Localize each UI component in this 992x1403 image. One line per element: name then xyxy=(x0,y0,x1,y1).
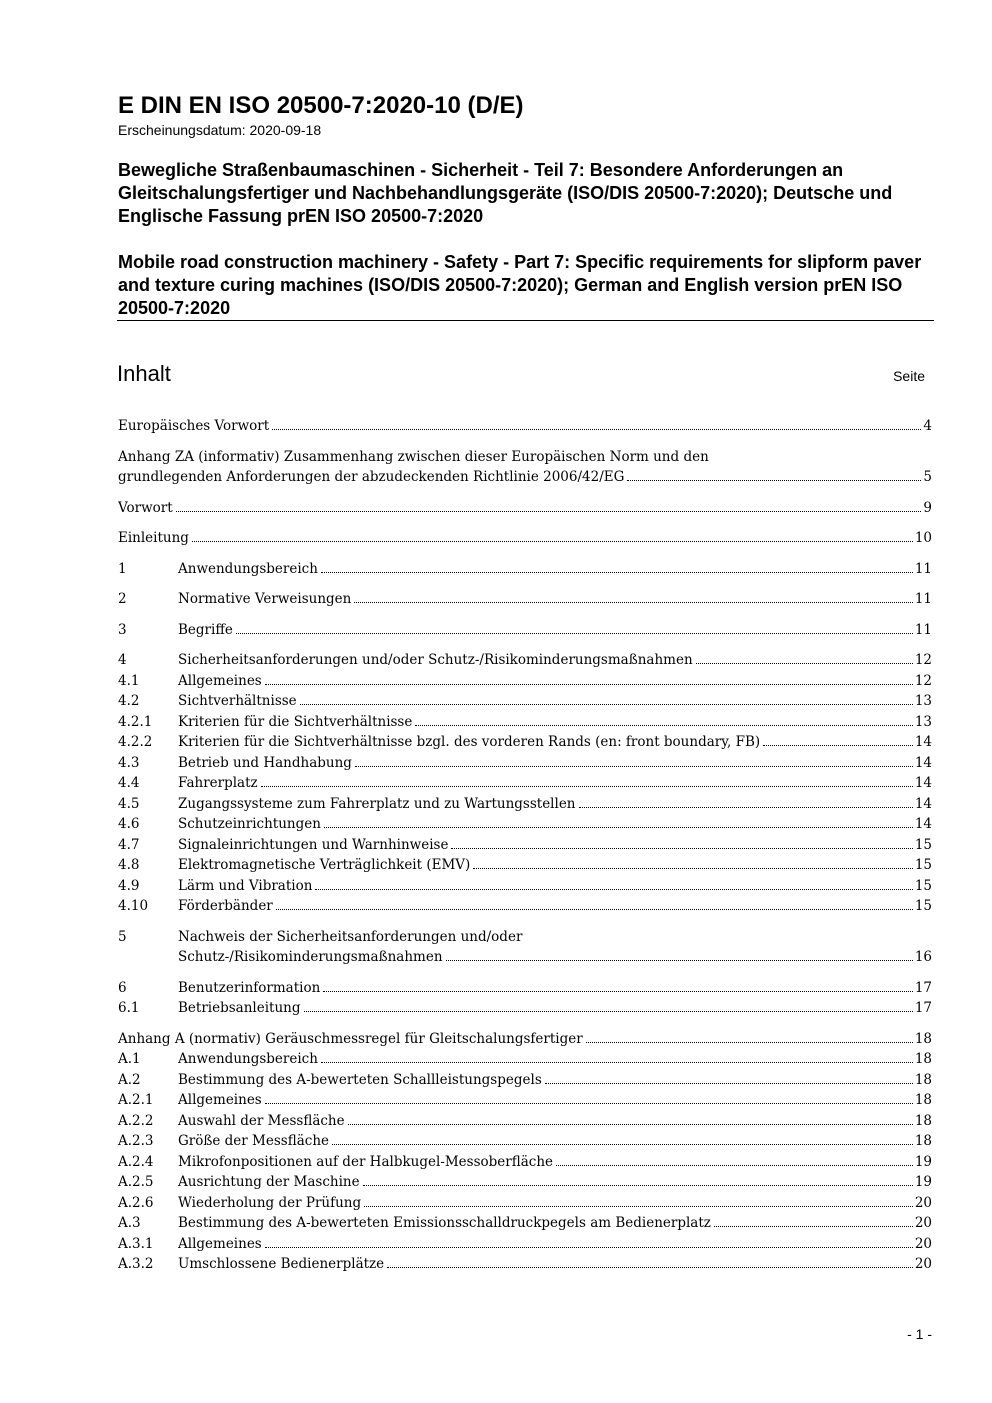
toc-entry-number: 4.3 xyxy=(118,754,140,771)
toc-entry-number: 4.9 xyxy=(118,877,140,894)
toc-entry[interactable] xyxy=(118,927,932,968)
toc-dot-leader xyxy=(451,848,912,849)
toc-entry-page: 18 xyxy=(914,1071,932,1088)
toc-dot-leader xyxy=(265,684,913,685)
toc-entry-line xyxy=(178,1213,932,1234)
toc-dot-leader xyxy=(473,868,913,869)
toc-entry-page: 14 xyxy=(914,816,932,832)
toc-entry-number: A.3 xyxy=(118,1215,141,1231)
toc-entry-page: 14 xyxy=(914,754,932,771)
toc-entry-title: Sicherheitsanforderungen und/oder Schutz-/Risikominderungsmaßnahmen xyxy=(178,652,693,668)
toc-entry-number: 4.8 xyxy=(118,857,140,873)
toc-entry[interactable] xyxy=(118,559,932,580)
toc-entry-page: 14 xyxy=(914,795,932,812)
toc-entry-number: A.2.1 xyxy=(118,1092,154,1108)
toc-dot-leader xyxy=(300,704,913,705)
toc-entry-number: 4.2.1 xyxy=(118,713,153,730)
toc-entry-page: 18 xyxy=(914,1030,932,1047)
toc-dot-leader xyxy=(265,1103,913,1104)
toc-entry-title: Anwendungsbereich xyxy=(178,1051,318,1067)
toc-dot-leader xyxy=(354,602,912,603)
toc-entry[interactable] xyxy=(118,998,932,1019)
toc-entry-line xyxy=(178,855,932,876)
toc-entry-title: Ausrichtung der Maschine xyxy=(178,1174,360,1190)
toc-entry-title: Schutzeinrichtungen xyxy=(178,816,321,832)
toc-entry-title: Signaleinrichtungen und Warnhinweise xyxy=(178,836,449,853)
toc-entry-number: 4.7 xyxy=(118,836,140,853)
toc-entry-number: A.1 xyxy=(118,1051,141,1067)
toc-entry-line xyxy=(118,416,932,437)
toc-dot-leader xyxy=(627,480,921,481)
toc-entry[interactable] xyxy=(118,773,932,794)
toc-entry-number: A.2.5 xyxy=(118,1174,154,1190)
toc-entry-line xyxy=(178,559,932,580)
toc-entry-line xyxy=(178,1111,932,1132)
toc-entry-page: 9 xyxy=(923,499,932,516)
toc-entry-line xyxy=(178,1131,932,1152)
toc-entry-title: Bestimmung des A-bewerteten Schallleistungspegels xyxy=(178,1071,542,1088)
toc-dot-leader xyxy=(579,807,913,808)
toc-entry-title: Größe der Messfläche xyxy=(178,1133,330,1149)
toc-entry[interactable] xyxy=(118,671,932,692)
toc-entry-title: Kriterien für die Sichtverhältnisse xyxy=(178,713,413,730)
toc-entry[interactable] xyxy=(118,1029,932,1050)
toc-entry-number: 4.2.2 xyxy=(118,734,153,750)
toc-entry-page: 20 xyxy=(914,1194,932,1211)
toc-entry[interactable] xyxy=(118,528,932,549)
toc-entry-line xyxy=(178,947,932,968)
table-of-contents xyxy=(118,416,932,1275)
toc-entry[interactable] xyxy=(118,1234,932,1255)
toc-entry-number: A.2.3 xyxy=(118,1133,154,1149)
toc-entry[interactable] xyxy=(118,876,932,897)
toc-dot-leader xyxy=(763,745,913,746)
toc-entry-page: 15 xyxy=(914,836,932,853)
toc-entry-line xyxy=(178,1234,932,1255)
toc-entry-number: 2 xyxy=(118,591,127,607)
toc-entry[interactable] xyxy=(118,814,932,835)
toc-dot-leader xyxy=(315,889,912,890)
toc-entry[interactable] xyxy=(118,1152,932,1173)
toc-dot-leader xyxy=(556,1165,913,1166)
toc-entry[interactable] xyxy=(118,1193,932,1214)
toc-entry-number: A.3.2 xyxy=(118,1256,154,1272)
toc-entry-number: A.2.6 xyxy=(118,1194,154,1211)
toc-entry-page: 13 xyxy=(914,713,932,730)
toc-entry-title: Allgemeines xyxy=(178,1092,262,1108)
toc-entry-line xyxy=(178,998,932,1019)
toc-entry-title: Bestimmung des A-bewerteten Emissionsschalldruckpegels am Bedienerplatz xyxy=(178,1215,711,1231)
toc-entry-page: 5 xyxy=(923,469,932,485)
toc-entry-line xyxy=(178,650,932,671)
toc-entry-title: Elektromagnetische Verträglichkeit (EMV) xyxy=(178,857,471,873)
toc-entry-title: Normative Verweisungen xyxy=(178,591,352,607)
toc-entry-page: 12 xyxy=(914,672,932,689)
toc-entry-line xyxy=(178,691,932,712)
toc-dot-leader xyxy=(415,725,912,726)
toc-entry-number: 4.6 xyxy=(118,816,140,832)
toc-entry[interactable] xyxy=(118,753,932,774)
toc-entry[interactable] xyxy=(118,712,932,733)
toc-entry-line xyxy=(178,1049,932,1070)
toc-entry-page: 15 xyxy=(914,857,932,873)
toc-entry[interactable] xyxy=(118,1213,932,1234)
toc-entry[interactable] xyxy=(118,1254,932,1275)
toc-dot-leader xyxy=(236,633,913,634)
toc-entry-number: 4.5 xyxy=(118,795,140,812)
toc-entry-page: 15 xyxy=(914,877,932,894)
toc-entry-page: 16 xyxy=(914,949,932,965)
toc-entry[interactable] xyxy=(118,650,932,671)
toc-entry-number: 6 xyxy=(118,979,127,996)
publication-date: Erscheinungsdatum: 2020-09-18 xyxy=(118,122,322,138)
toc-entry[interactable] xyxy=(118,620,932,641)
toc-entry-page: 11 xyxy=(914,591,932,607)
toc-entry-line xyxy=(178,1070,932,1091)
toc-entry-page: 18 xyxy=(914,1112,932,1129)
toc-entry-first-line: Anhang ZA (informativ) Zusammenhang zwischen dieser Europäischen Norm und den xyxy=(118,448,709,465)
toc-entry-line xyxy=(178,794,932,815)
toc-entry-number: 6.1 xyxy=(118,1000,140,1016)
toc-entry-title: Zugangssysteme zum Fahrerplatz und zu Wartungsstellen xyxy=(178,795,576,812)
toc-entry-title: Benutzerinformation xyxy=(178,979,321,996)
toc-entry[interactable] xyxy=(118,835,932,856)
toc-entry-line xyxy=(178,671,932,692)
toc-entry-title: Schutz-/Risikominderungsmaßnahmen xyxy=(178,949,443,965)
toc-entry-number: 3 xyxy=(118,621,127,638)
toc-entry-title: Fahrerplatz xyxy=(178,775,258,791)
toc-dot-leader xyxy=(176,511,922,512)
toc-entry[interactable] xyxy=(118,855,932,876)
english-title: Mobile road construction machinery - Safety - Part 7: Specific requirements for slipform paver and texture curing machines (ISO/DIS 20500-7:2020); German and English version prEN ISO 20500-7:2020 xyxy=(118,252,922,318)
toc-entry-line xyxy=(178,1090,932,1111)
toc-entry-page: 18 xyxy=(914,1092,932,1108)
toc-entry-page: 20 xyxy=(914,1215,932,1231)
toc-dot-leader xyxy=(586,1042,913,1043)
toc-entry-title: Auswahl der Messfläche xyxy=(178,1112,345,1129)
toc-dot-leader xyxy=(321,572,913,573)
toc-entry-line xyxy=(178,835,932,856)
toc-entry-page: 13 xyxy=(914,693,932,709)
toc-entry-page: 11 xyxy=(914,621,932,638)
document-designation: E DIN EN ISO 20500-7:2020-10 (D/E) xyxy=(118,92,524,119)
german-title: Bewegliche Straßenbaumaschinen - Sicherheit - Teil 7: Besondere Anforderungen an Gleitschalungsfertiger und Nachbehandlungsgeräte (ISO/DIS 20500-7:2020); Deutsche und Englische Fassung prEN ISO 20500-7:2020 xyxy=(118,160,893,226)
toc-entry[interactable] xyxy=(118,498,932,519)
toc-entry-line xyxy=(118,467,932,488)
toc-entry[interactable] xyxy=(118,1070,932,1091)
toc-dot-leader xyxy=(324,827,913,828)
toc-entry[interactable] xyxy=(118,896,932,917)
toc-entry-title: Allgemeines xyxy=(178,672,262,689)
toc-entry-title: Umschlossene Bedienerplätze xyxy=(178,1256,385,1272)
toc-entry[interactable] xyxy=(118,1172,932,1193)
toc-dot-leader xyxy=(192,541,913,542)
toc-entry-number: 4 xyxy=(118,652,127,668)
toc-entry-number: 4.1 xyxy=(118,672,140,689)
toc-dot-leader xyxy=(387,1267,913,1268)
toc-entry-page: 14 xyxy=(914,734,932,750)
toc-entry[interactable] xyxy=(118,1049,932,1070)
toc-entry[interactable] xyxy=(118,1131,932,1152)
toc-entry-number: 4.10 xyxy=(118,898,149,914)
toc-entry-title: Allgemeines xyxy=(178,1235,262,1252)
toc-dot-leader xyxy=(276,909,913,910)
toc-dot-leader xyxy=(261,786,913,787)
toc-dot-leader xyxy=(332,1144,913,1145)
toc-entry[interactable] xyxy=(118,794,932,815)
toc-dot-leader xyxy=(363,1185,913,1186)
toc-entry-line xyxy=(178,1152,932,1173)
toc-entry[interactable] xyxy=(118,691,932,712)
toc-entry-page: 14 xyxy=(914,775,932,791)
toc-dot-leader xyxy=(323,991,913,992)
toc-entry-number: A.2.4 xyxy=(118,1153,154,1170)
toc-entry-line xyxy=(178,712,932,733)
toc-entry-page: 17 xyxy=(914,979,932,996)
toc-dot-leader xyxy=(355,766,913,767)
toc-dot-leader xyxy=(364,1206,913,1207)
toc-entry-title: Sichtverhältnisse xyxy=(178,693,297,709)
toc-entry-line xyxy=(178,732,932,753)
toc-entry-page: 19 xyxy=(914,1153,932,1170)
toc-entry-page: 15 xyxy=(914,898,932,914)
toc-entry-line xyxy=(178,589,932,610)
toc-page-column-label: Seite xyxy=(893,368,925,384)
toc-entry-first-line: Nachweis der Sicherheitsanforderungen und/oder xyxy=(178,928,523,945)
toc-entry-line xyxy=(178,620,932,641)
toc-entry-page: 20 xyxy=(914,1235,932,1252)
toc-entry-number: 5 xyxy=(118,928,127,945)
toc-entry-line xyxy=(178,773,932,794)
toc-entry-page: 19 xyxy=(914,1174,932,1190)
toc-entry-title: Kriterien für die Sichtverhältnisse bzgl. des vorderen Rands (en: front boundary, FB) xyxy=(178,734,761,750)
toc-entry[interactable] xyxy=(118,447,932,488)
toc-entry-page: 18 xyxy=(914,1133,932,1149)
title-divider xyxy=(117,320,934,321)
toc-dot-leader xyxy=(714,1226,913,1227)
toc-entry-title: Mikrofonpositionen auf der Halbkugel-Messoberfläche xyxy=(178,1153,554,1170)
toc-entry-number: A.2 xyxy=(118,1071,141,1088)
toc-entry-title: Lärm und Vibration xyxy=(178,877,313,894)
toc-entry-title: Europäisches Vorwort xyxy=(118,418,270,434)
toc-entry-page: 18 xyxy=(914,1051,932,1067)
toc-entry-title: grundlegenden Anforderungen der abzudeckenden Richtlinie 2006/42/EG xyxy=(118,469,625,485)
toc-entry-page: 17 xyxy=(914,1000,932,1016)
toc-entry-number: 1 xyxy=(118,560,127,577)
toc-entry-title: Einleitung xyxy=(118,530,189,546)
toc-dot-leader xyxy=(348,1124,913,1125)
toc-heading: Inhalt xyxy=(117,361,171,386)
toc-entry-line xyxy=(178,1193,932,1214)
toc-entry[interactable] xyxy=(118,978,932,999)
toc-dot-leader xyxy=(304,1011,913,1012)
toc-entry-number: A.2.2 xyxy=(118,1112,154,1129)
toc-entry-title: Vorwort xyxy=(118,499,173,516)
toc-entry-line xyxy=(178,814,932,835)
toc-entry-line xyxy=(118,498,932,519)
toc-entry-line xyxy=(178,1254,932,1275)
toc-entry-line xyxy=(118,528,932,549)
toc-dot-leader xyxy=(446,960,913,961)
toc-entry-title: Förderbänder xyxy=(178,898,273,914)
toc-entry-page: 20 xyxy=(914,1256,932,1272)
toc-entry[interactable] xyxy=(118,1090,932,1111)
toc-entry-line xyxy=(178,753,932,774)
toc-entry[interactable] xyxy=(118,416,932,437)
toc-entry-page: 12 xyxy=(914,652,932,668)
toc-entry-title: Begriffe xyxy=(178,621,233,638)
toc-entry-line xyxy=(178,1172,932,1193)
toc-entry[interactable] xyxy=(118,589,932,610)
toc-entry-title: Anhang A (normativ) Geräuschmessregel für Gleitschalungsfertiger xyxy=(118,1030,583,1047)
toc-entry-page: 10 xyxy=(914,530,932,546)
toc-entry-title: Anwendungsbereich xyxy=(178,560,318,577)
toc-entry-line xyxy=(178,978,932,999)
toc-dot-leader xyxy=(321,1062,913,1063)
toc-entry[interactable] xyxy=(118,1111,932,1132)
toc-entry-line xyxy=(178,896,932,917)
page-number: - 1 - xyxy=(907,1326,932,1342)
toc-entry-title: Wiederholung der Prüfung xyxy=(178,1194,362,1211)
toc-dot-leader xyxy=(545,1083,913,1084)
toc-dot-leader xyxy=(696,663,913,664)
toc-dot-leader xyxy=(265,1247,913,1248)
toc-entry-line xyxy=(178,876,932,897)
toc-entry-page: 11 xyxy=(914,560,932,577)
toc-entry-title: Betrieb und Handhabung xyxy=(178,754,352,771)
toc-entry-number: A.3.1 xyxy=(118,1235,154,1252)
toc-entry-number: 4.4 xyxy=(118,775,140,791)
toc-entry[interactable] xyxy=(118,732,932,753)
toc-entry-number: 4.2 xyxy=(118,693,140,709)
toc-entry-page: 4 xyxy=(923,418,932,434)
toc-entry-line xyxy=(118,1029,932,1050)
toc-dot-leader xyxy=(272,429,921,430)
toc-entry-title: Betriebsanleitung xyxy=(178,1000,301,1016)
